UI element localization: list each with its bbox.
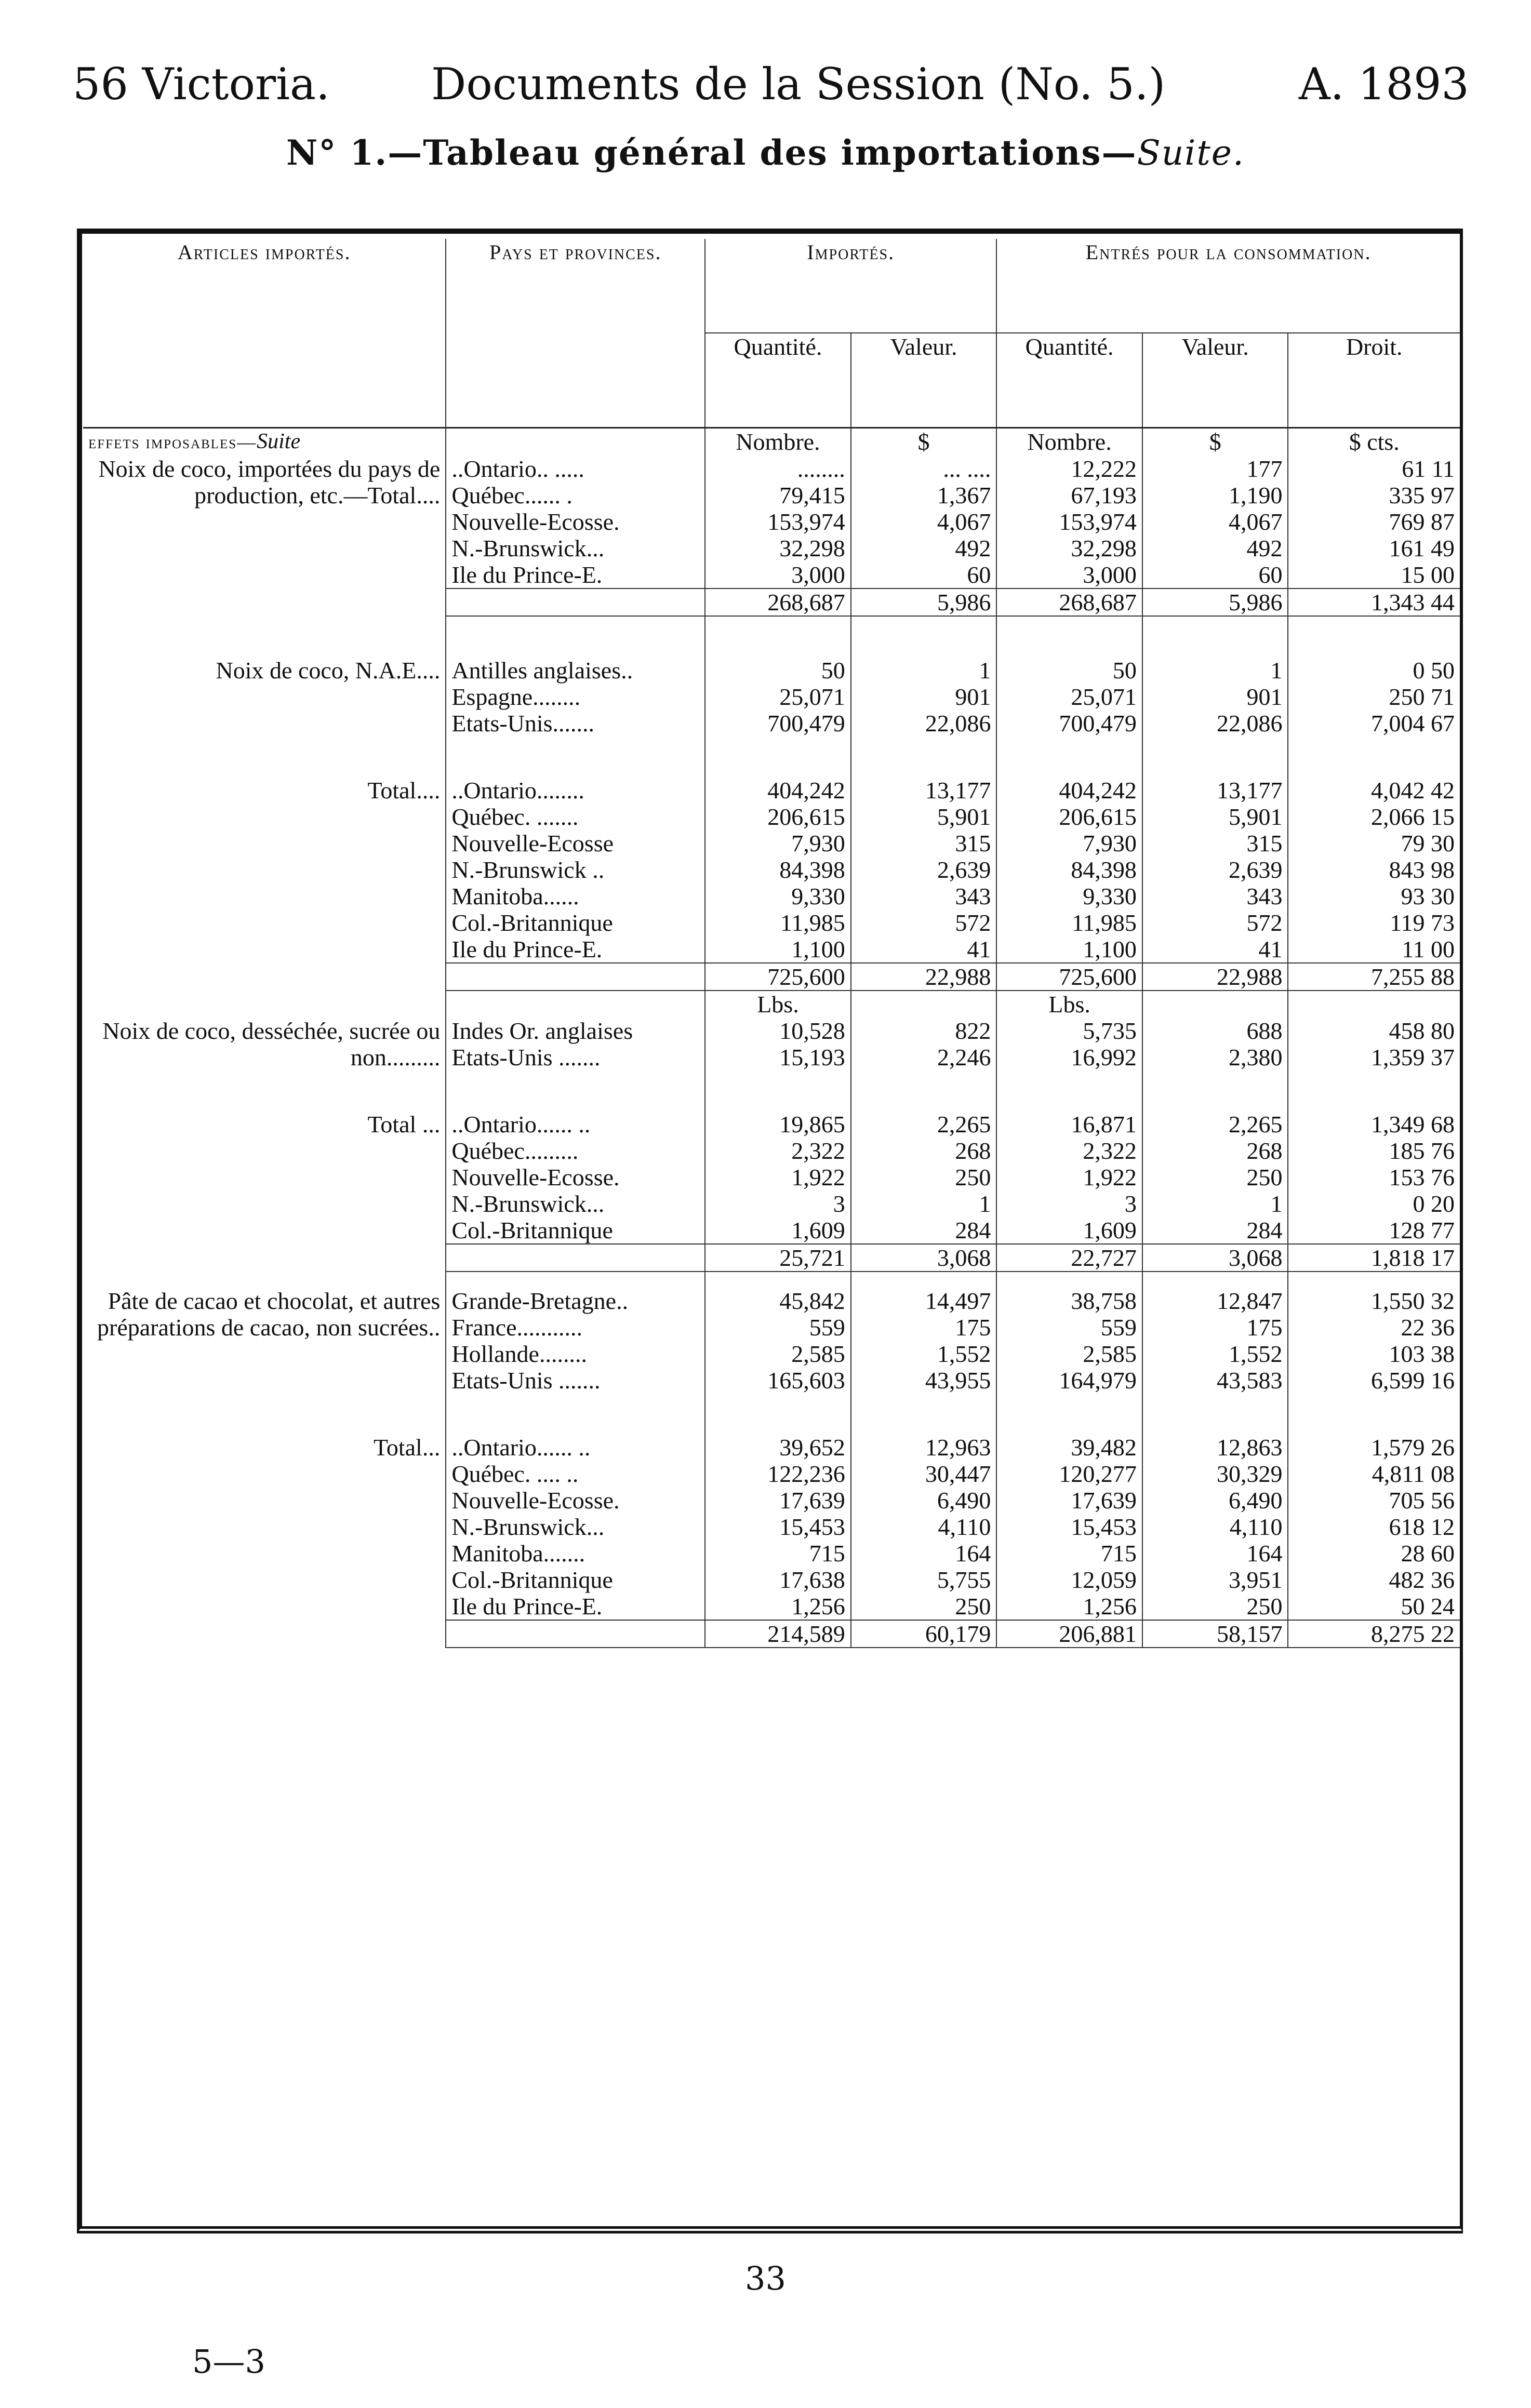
value-cell: 250: [851, 1593, 997, 1620]
value-cell: 14,497: [851, 1288, 997, 1314]
value-cell: 15 00: [1288, 561, 1460, 588]
page-number: 33: [745, 2259, 786, 2297]
province-cell: Québec.........: [446, 1138, 705, 1164]
value-cell: 2,380: [1142, 1044, 1288, 1071]
total-cell: 5,986: [851, 588, 997, 616]
value-cell: 901: [1142, 684, 1288, 710]
col-header-quantite: Quantité.: [705, 333, 851, 396]
province-cell: Québec. .... ..: [446, 1461, 705, 1487]
unit-cell: $ cts.: [1288, 428, 1460, 456]
header-document-title: Documents de la Session (No. 5.): [431, 59, 1166, 110]
value-cell: 32,298: [705, 535, 851, 561]
table-row: [83, 657, 1460, 684]
province-cell: Indes Or. anglaises: [446, 1018, 705, 1044]
value-cell: 161 49: [1288, 535, 1460, 561]
value-cell: 559: [996, 1314, 1142, 1341]
value-cell: 559: [705, 1314, 851, 1341]
col-header-valeur-conso: Valeur.: [1142, 333, 1288, 396]
province-cell: Etats-Unis.......: [446, 710, 705, 737]
col-header-droit: Droit.: [1288, 333, 1460, 396]
article-name: Total ...: [367, 1111, 441, 1138]
value-cell: 3: [705, 1190, 851, 1217]
value-cell: 700,479: [705, 710, 851, 737]
article-name: Total...: [373, 1434, 441, 1461]
value-cell: 28 60: [1288, 1540, 1460, 1567]
article-name: Total....: [367, 777, 441, 804]
value-cell: ... ....: [851, 456, 997, 482]
col-header-importes: Importés.: [705, 239, 996, 333]
value-cell: 7,004 67: [1288, 710, 1460, 737]
value-cell: 10,528: [705, 1018, 851, 1044]
value-cell: 175: [1142, 1314, 1288, 1341]
total-row: [83, 963, 1460, 991]
value-cell: 50: [996, 657, 1142, 684]
province-cell: Nouvelle-Ecosse.: [446, 1487, 705, 1514]
value-cell: 175: [851, 1314, 997, 1341]
table-row: [83, 456, 1460, 482]
value-cell: 5,755: [851, 1567, 997, 1593]
total-cell: 725,600: [705, 963, 851, 991]
value-cell: 11,985: [705, 909, 851, 936]
province-cell: Espagne........: [446, 684, 705, 710]
total-cell: 7,255 88: [1288, 963, 1460, 991]
province-cell: ..Ontario...... ..: [446, 1434, 705, 1461]
value-cell: 1,367: [851, 482, 997, 509]
value-cell: 93 30: [1288, 883, 1460, 909]
province-cell: N.-Brunswick ..: [446, 857, 705, 883]
value-cell: 6,490: [851, 1487, 997, 1514]
value-cell: 843 98: [1288, 857, 1460, 883]
value-cell: 715: [705, 1540, 851, 1567]
value-cell: 13,177: [1142, 777, 1288, 804]
value-cell: 22,086: [1142, 710, 1288, 737]
value-cell: 67,193: [996, 482, 1142, 509]
unit-row-lbs: [83, 991, 1460, 1018]
value-cell: 12,963: [851, 1434, 997, 1461]
value-cell: 60: [1142, 561, 1288, 588]
value-cell: 17,639: [996, 1487, 1142, 1514]
value-cell: 30,447: [851, 1461, 997, 1487]
value-cell: 206,615: [996, 804, 1142, 830]
value-cell: 153,974: [705, 509, 851, 535]
province-cell: Col.-Britannique: [446, 1217, 705, 1244]
value-cell: 1,100: [996, 936, 1142, 963]
value-cell: 1,100: [705, 936, 851, 963]
value-cell: 458 80: [1288, 1018, 1460, 1044]
table-row: [83, 1434, 1460, 1461]
value-cell: 41: [851, 936, 997, 963]
value-cell: 15,453: [996, 1514, 1142, 1540]
article-name: Noix de coco, importées du pays de production, etc.—Total....: [98, 456, 441, 509]
value-cell: 4,811 08: [1288, 1461, 1460, 1487]
value-cell: 19,865: [705, 1111, 851, 1138]
table-row: [83, 1018, 1460, 1044]
total-row: [83, 1244, 1460, 1272]
article-name: Pâte de cacao et chocolat, et autres préparations de cacao, non sucrées..: [97, 1288, 441, 1341]
value-cell: 482 36: [1288, 1567, 1460, 1593]
value-cell: 769 87: [1288, 509, 1460, 535]
section-units-row: [83, 428, 1460, 456]
value-cell: 2,066 15: [1288, 804, 1460, 830]
value-cell: 61 11: [1288, 456, 1460, 482]
value-cell: 2,585: [705, 1341, 851, 1367]
table-row: [83, 1288, 1460, 1314]
total-cell: 206,881: [996, 1620, 1142, 1648]
province-cell: Grande-Bretagne..: [446, 1288, 705, 1314]
col-header-articles: Articles importés.: [177, 240, 351, 264]
value-cell: 3: [996, 1190, 1142, 1217]
value-cell: 122,236: [705, 1461, 851, 1487]
total-cell: 8,275 22: [1288, 1620, 1460, 1648]
value-cell: 315: [851, 830, 997, 857]
value-cell: 164,979: [996, 1367, 1142, 1394]
value-cell: 17,638: [705, 1567, 851, 1593]
value-cell: 16,871: [996, 1111, 1142, 1138]
province-cell: ..Ontario...... ..: [446, 1111, 705, 1138]
province-cell: Manitoba.......: [446, 1540, 705, 1567]
value-cell: 1,359 37: [1288, 1044, 1460, 1071]
value-cell: 1,256: [705, 1593, 851, 1620]
value-cell: 41: [1142, 936, 1288, 963]
col-header-valeur: Valeur.: [851, 333, 997, 396]
value-cell: 5,735: [996, 1018, 1142, 1044]
value-cell: 164: [851, 1540, 997, 1567]
province-cell: ..Ontario........: [446, 777, 705, 804]
value-cell: 2,639: [1142, 857, 1288, 883]
value-cell: 6,599 16: [1288, 1367, 1460, 1394]
value-cell: 1,579 26: [1288, 1434, 1460, 1461]
value-cell: 2,322: [996, 1138, 1142, 1164]
value-cell: 4,067: [1142, 509, 1288, 535]
province-cell: N.-Brunswick...: [446, 1514, 705, 1540]
value-cell: 45,842: [705, 1288, 851, 1314]
total-cell: 25,721: [705, 1244, 851, 1272]
value-cell: 572: [1142, 909, 1288, 936]
value-cell: 120,277: [996, 1461, 1142, 1487]
value-cell: 315: [1142, 830, 1288, 857]
article-name: Noix de coco, desséchée, sucrée ou non.........: [102, 1018, 441, 1071]
unit-cell: Nombre.: [996, 428, 1142, 456]
value-cell: 1,552: [851, 1341, 997, 1367]
footer-reference: 5—3: [192, 2343, 265, 2380]
value-cell: 6,490: [1142, 1487, 1288, 1514]
total-cell: 22,727: [996, 1244, 1142, 1272]
value-cell: 0 50: [1288, 657, 1460, 684]
province-cell: ..Ontario.. .....: [446, 456, 705, 482]
total-cell: 268,687: [705, 588, 851, 616]
value-cell: 5,901: [851, 804, 997, 830]
value-cell: 43,955: [851, 1367, 997, 1394]
value-cell: 128 77: [1288, 1217, 1460, 1244]
value-cell: 79 30: [1288, 830, 1460, 857]
value-cell: ........: [705, 456, 851, 482]
table-title-main: N° 1.—Tableau général des importations—: [286, 132, 1137, 173]
header-session-year: 56 Victoria.: [73, 59, 330, 110]
value-cell: 1,550 32: [1288, 1288, 1460, 1314]
col-header-entres: Entrés pour la consommation.: [996, 239, 1460, 333]
imports-table: [83, 239, 1460, 1648]
value-cell: 0 20: [1288, 1190, 1460, 1217]
unit-cell: Lbs.: [996, 991, 1142, 1018]
value-cell: 39,482: [996, 1434, 1142, 1461]
value-cell: 284: [851, 1217, 997, 1244]
value-cell: 1: [1142, 1190, 1288, 1217]
value-cell: 335 97: [1288, 482, 1460, 509]
unit-cell: Lbs.: [705, 991, 851, 1018]
value-cell: 1,552: [1142, 1341, 1288, 1367]
total-row: [83, 588, 1460, 616]
value-cell: 164: [1142, 1540, 1288, 1567]
value-cell: 25,071: [996, 684, 1142, 710]
unit-cell: $: [851, 428, 997, 456]
value-cell: 11,985: [996, 909, 1142, 936]
value-cell: 185 76: [1288, 1138, 1460, 1164]
value-cell: 705 56: [1288, 1487, 1460, 1514]
province-cell: Québec...... .: [446, 482, 705, 509]
total-cell: 5,986: [1142, 588, 1288, 616]
value-cell: 1,349 68: [1288, 1111, 1460, 1138]
value-cell: 2,246: [851, 1044, 997, 1071]
value-cell: 3,000: [705, 561, 851, 588]
table-row: [83, 1111, 1460, 1138]
value-cell: 4,042 42: [1288, 777, 1460, 804]
value-cell: 250: [851, 1164, 997, 1190]
value-cell: 492: [851, 535, 997, 561]
total-cell: 22,988: [851, 963, 997, 991]
value-cell: 1,609: [996, 1217, 1142, 1244]
value-cell: 9,330: [996, 883, 1142, 909]
province-cell: Nouvelle-Ecosse.: [446, 509, 705, 535]
col-header-pays: Pays et provinces.: [446, 239, 705, 396]
province-cell: Hollande........: [446, 1341, 705, 1367]
value-cell: 404,242: [996, 777, 1142, 804]
value-cell: 492: [1142, 535, 1288, 561]
value-cell: 12,222: [996, 456, 1142, 482]
value-cell: 715: [996, 1540, 1142, 1567]
province-cell: France...........: [446, 1314, 705, 1341]
value-cell: 22,086: [851, 710, 997, 737]
value-cell: 1: [851, 657, 997, 684]
province-cell: Ile du Prince-E.: [446, 561, 705, 588]
value-cell: 38,758: [996, 1288, 1142, 1314]
total-cell: 22,988: [1142, 963, 1288, 991]
value-cell: 822: [851, 1018, 997, 1044]
value-cell: 4,110: [851, 1514, 997, 1540]
total-cell: 1,343 44: [1288, 588, 1460, 616]
value-cell: 3,951: [1142, 1567, 1288, 1593]
table-title-suite: Suite.: [1137, 133, 1245, 173]
value-cell: 572: [851, 909, 997, 936]
unit-cell: Nombre.: [705, 428, 851, 456]
value-cell: 9,330: [705, 883, 851, 909]
value-cell: 250 71: [1288, 684, 1460, 710]
province-cell: Manitoba......: [446, 883, 705, 909]
province-cell: Ile du Prince-E.: [446, 1593, 705, 1620]
value-cell: 15,453: [705, 1514, 851, 1540]
value-cell: 17,639: [705, 1487, 851, 1514]
value-cell: 22 36: [1288, 1314, 1460, 1341]
value-cell: 12,059: [996, 1567, 1142, 1593]
value-cell: 2,585: [996, 1341, 1142, 1367]
value-cell: 250: [1142, 1164, 1288, 1190]
value-cell: 25,071: [705, 684, 851, 710]
value-cell: 700,479: [996, 710, 1142, 737]
value-cell: 268: [1142, 1138, 1288, 1164]
value-cell: 119 73: [1288, 909, 1460, 936]
value-cell: 2,265: [851, 1111, 997, 1138]
value-cell: 2,639: [851, 857, 997, 883]
value-cell: 4,110: [1142, 1514, 1288, 1540]
value-cell: 2,265: [1142, 1111, 1288, 1138]
value-cell: 618 12: [1288, 1514, 1460, 1540]
province-cell: Col.-Britannique: [446, 1567, 705, 1593]
province-cell: Etats-Unis .......: [446, 1367, 705, 1394]
value-cell: 343: [851, 883, 997, 909]
value-cell: 4,067: [851, 509, 997, 535]
value-cell: 153,974: [996, 509, 1142, 535]
province-cell: N.-Brunswick...: [446, 535, 705, 561]
value-cell: 3,000: [996, 561, 1142, 588]
value-cell: 30,329: [1142, 1461, 1288, 1487]
value-cell: 5,901: [1142, 804, 1288, 830]
value-cell: 1: [851, 1190, 997, 1217]
value-cell: 79,415: [705, 482, 851, 509]
total-cell: 60,179: [851, 1620, 997, 1648]
value-cell: 84,398: [705, 857, 851, 883]
value-cell: 7,930: [996, 830, 1142, 857]
unit-cell: $: [1142, 428, 1288, 456]
province-cell: Etats-Unis .......: [446, 1044, 705, 1071]
total-cell: 3,068: [1142, 1244, 1288, 1272]
value-cell: 165,603: [705, 1367, 851, 1394]
value-cell: 206,615: [705, 804, 851, 830]
value-cell: 284: [1142, 1217, 1288, 1244]
value-cell: 32,298: [996, 535, 1142, 561]
value-cell: 15,193: [705, 1044, 851, 1071]
value-cell: 12,863: [1142, 1434, 1288, 1461]
article-name: Noix de coco, N.A.E....: [216, 657, 441, 684]
value-cell: 43,583: [1142, 1367, 1288, 1394]
total-row: [83, 1620, 1460, 1648]
value-cell: 268: [851, 1138, 997, 1164]
section-label: effets imposables—Suite: [88, 430, 301, 453]
value-cell: 1,256: [996, 1593, 1142, 1620]
value-cell: 50: [705, 657, 851, 684]
total-cell: 3,068: [851, 1244, 997, 1272]
total-cell: 268,687: [996, 588, 1142, 616]
value-cell: 1,922: [996, 1164, 1142, 1190]
value-cell: 688: [1142, 1018, 1288, 1044]
value-cell: 11 00: [1288, 936, 1460, 963]
value-cell: 177: [1142, 456, 1288, 482]
total-cell: 725,600: [996, 963, 1142, 991]
value-cell: 1,190: [1142, 482, 1288, 509]
value-cell: 1,609: [705, 1217, 851, 1244]
value-cell: 39,652: [705, 1434, 851, 1461]
value-cell: 12,847: [1142, 1288, 1288, 1314]
province-cell: Nouvelle-Ecosse.: [446, 1164, 705, 1190]
value-cell: 7,930: [705, 830, 851, 857]
province-cell: N.-Brunswick...: [446, 1190, 705, 1217]
value-cell: 153 76: [1288, 1164, 1460, 1190]
province-cell: Ile du Prince-E.: [446, 936, 705, 963]
total-cell: 1,818 17: [1288, 1244, 1460, 1272]
col-header-quantite-conso: Quantité.: [996, 333, 1142, 396]
value-cell: 60: [851, 561, 997, 588]
value-cell: 404,242: [705, 777, 851, 804]
province-cell: Col.-Britannique: [446, 909, 705, 936]
total-cell: 58,157: [1142, 1620, 1288, 1648]
total-cell: 214,589: [705, 1620, 851, 1648]
value-cell: 1: [1142, 657, 1288, 684]
province-cell: Québec. .......: [446, 804, 705, 830]
header-series: A. 1893: [1299, 59, 1469, 110]
value-cell: 50 24: [1288, 1593, 1460, 1620]
value-cell: 84,398: [996, 857, 1142, 883]
value-cell: 250: [1142, 1593, 1288, 1620]
value-cell: 103 38: [1288, 1341, 1460, 1367]
province-cell: Nouvelle-Ecosse: [446, 830, 705, 857]
value-cell: 343: [1142, 883, 1288, 909]
value-cell: 901: [851, 684, 997, 710]
value-cell: 2,322: [705, 1138, 851, 1164]
value-cell: 1,922: [705, 1164, 851, 1190]
table-row: [83, 777, 1460, 804]
value-cell: 16,992: [996, 1044, 1142, 1071]
province-cell: Antilles anglaises..: [446, 657, 705, 684]
value-cell: 13,177: [851, 777, 997, 804]
table-title: [0, 132, 1531, 173]
